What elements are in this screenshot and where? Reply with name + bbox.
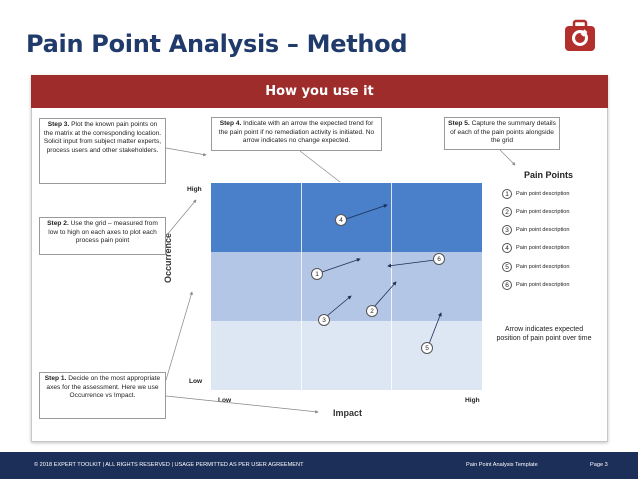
y-axis-low-label: Low xyxy=(189,378,203,385)
step4-text: Indicate with an arrow the expected trend for the pain point if no remediation activity is initiated. No arrow indicates no change expected. xyxy=(218,120,375,145)
trend-arrow-2 xyxy=(374,282,396,307)
pain-point-item xyxy=(502,261,570,273)
pain-point-label: Pain point description xyxy=(516,264,570,270)
x-axis-title: Impact xyxy=(333,408,363,418)
x-axis-low-label: Low xyxy=(218,397,232,404)
step3-connector xyxy=(166,148,206,155)
step4-bold: Step 4. xyxy=(219,120,242,127)
pain-point-number: 3 xyxy=(502,225,512,235)
pain-point-number: 4 xyxy=(502,243,512,253)
pain-point-item xyxy=(502,188,570,200)
section-banner: How you use it xyxy=(31,75,608,108)
pain-point-item xyxy=(502,279,570,291)
footer-copyright: © 2018 EXPERT TOOLKIT | ALL RIGHTS RESERVED | USAGE PERMITTED AS PER USER AGREEMENT xyxy=(34,462,304,468)
step3-text: Plot the known pain points on the matrix at the corresponding location. Solicit input from subject matter experts, process users and other stakeholders. xyxy=(43,121,162,154)
pain-point-label: Pain point description xyxy=(516,282,570,288)
step1-connector-x xyxy=(166,396,318,412)
page-footer xyxy=(0,452,638,479)
pain-points-title: Pain Points xyxy=(524,170,574,180)
step2-bold: Step 2. xyxy=(47,220,69,227)
grid-point-1: 1 xyxy=(311,268,323,280)
trend-arrow-1 xyxy=(322,259,360,272)
grid-point-6: 6 xyxy=(433,253,445,265)
grid-point-5: 5 xyxy=(421,342,433,354)
step2-text: Use the grid – measured from low to high on each axes to plot each process pain point xyxy=(48,220,158,245)
pain-point-label: Pain point description xyxy=(516,227,570,233)
trend-arrow-6 xyxy=(388,260,435,266)
pain-point-number: 5 xyxy=(502,262,512,272)
pain-point-label: Pain point description xyxy=(516,209,570,215)
pain-point-label: Pain point description xyxy=(516,245,570,251)
grid-point-2: 2 xyxy=(366,305,378,317)
pain-point-item xyxy=(502,224,570,236)
pain-point-number: 6 xyxy=(502,280,512,290)
step2-connector xyxy=(166,200,196,236)
grid-point-3: 3 xyxy=(318,314,330,326)
trend-arrow-3 xyxy=(327,296,351,316)
pain-point-item xyxy=(502,242,570,254)
trend-arrow-5 xyxy=(429,313,441,344)
step4-connector xyxy=(300,151,340,182)
grid-point-4: 4 xyxy=(335,214,347,226)
step5-connector xyxy=(500,150,515,165)
page-title: Pain Point Analysis – Method xyxy=(26,30,408,58)
step3-bold: Step 3. xyxy=(47,121,70,128)
pain-point-item xyxy=(502,206,570,218)
step5-text: Capture the summary details of each of the pain points alongside the grid xyxy=(450,120,556,145)
step5-bold: Step 5. xyxy=(448,120,470,127)
pain-point-label: Pain point description xyxy=(516,191,570,197)
trend-arrow-4 xyxy=(346,205,387,219)
pain-point-number: 1 xyxy=(502,189,512,199)
step1-bold: Step 1. xyxy=(44,375,67,382)
step1-text: Decide on the most appropriate axes for the assessment. Here we use Occurrence vs Impact. xyxy=(46,375,161,400)
arrow-legend-note: Arrow indicates expected position of pain point over time xyxy=(496,326,592,342)
pain-point-number: 2 xyxy=(502,207,512,217)
x-axis-high-label: High xyxy=(465,397,480,404)
y-axis-high-label: High xyxy=(187,186,202,193)
footer-page-number: Page 3 xyxy=(590,462,608,468)
footer-doc-name: Pain Point Analysis Template xyxy=(466,462,538,468)
y-axis-title: Occurrence xyxy=(163,232,173,283)
step1-connector-y xyxy=(166,292,192,380)
